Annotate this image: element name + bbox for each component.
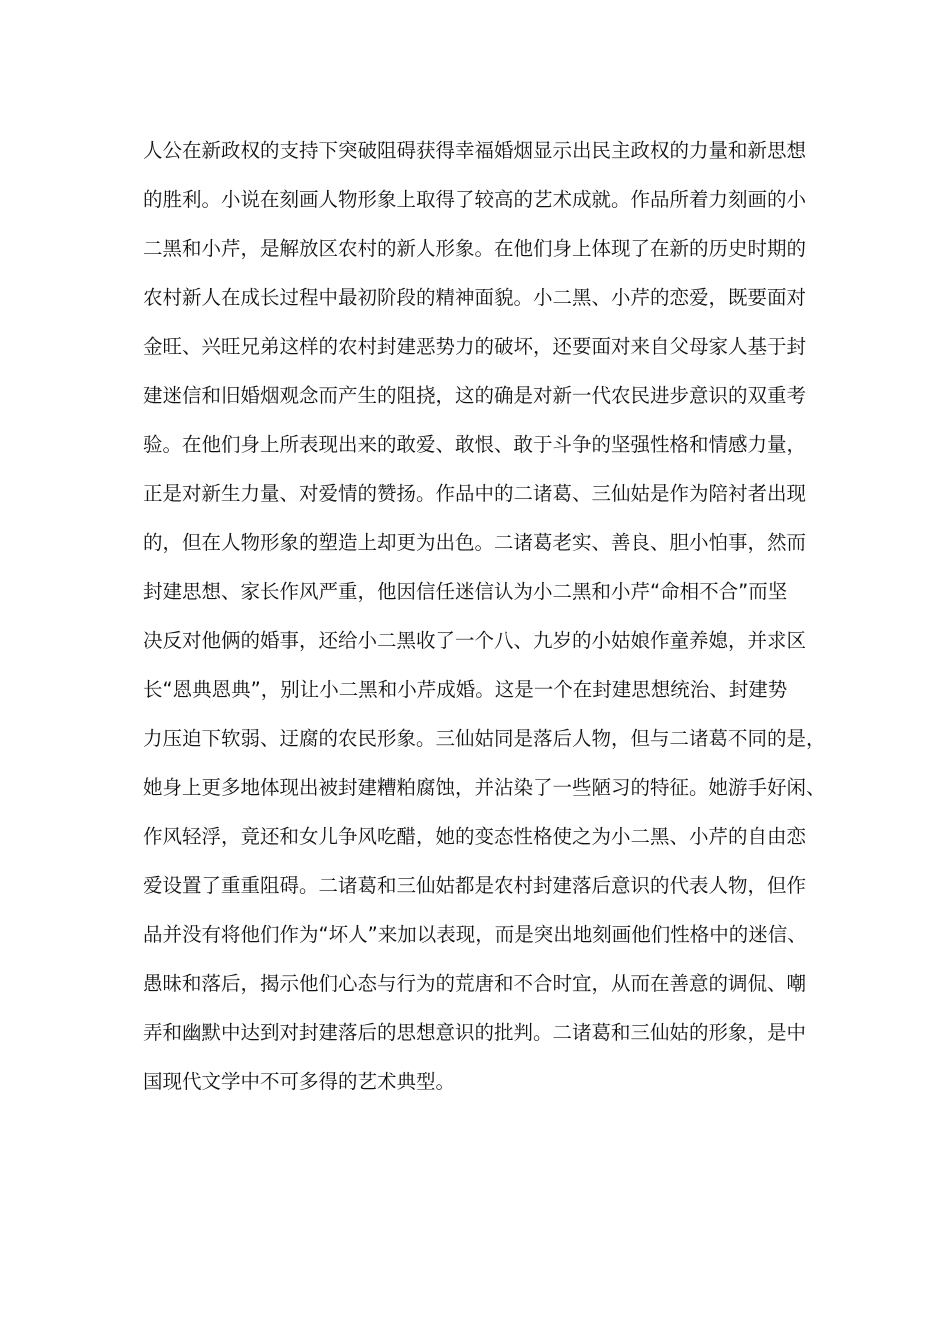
- text-line: 农村新人在成长过程中最初阶段的精神面貌。小二黑、小芹的恋爱，既要面对: [143, 286, 807, 309]
- text-line: 国现代文学中不可多得的艺术典型。: [143, 1070, 456, 1093]
- text-line: 作风轻浮，竟还和女儿争风吃醋，她的变态性格使之为小二黑、小芹的自由恋: [143, 825, 807, 848]
- text-line: 正是对新生力量、对爱情的赞扬。作品中的二诸葛、三仙姑是作为陪衬者出现: [143, 482, 807, 505]
- text-line: 长“恩典恩典”，别让小二黑和小芹成婚。这是一个在封建思想统治、封建势: [143, 678, 788, 701]
- text-line: 金旺、兴旺兄弟这样的农村封建恶势力的破坏，还要面对来自父母家人基于封: [143, 335, 807, 358]
- text-line: 弄和幽默中达到对封建落后的思想意识的批判。二诸葛和三仙姑的形象，是中: [143, 1021, 807, 1044]
- text-line: 决反对他俩的婚事，还给小二黑收了一个八、九岁的小姑娘作童养媳，并求区: [143, 629, 807, 652]
- text-line: 人公在新政权的支持下突破阻碍获得幸福婚烟显示出民主政权的力量和新思想: [143, 139, 807, 162]
- text-line: 她身上更多地体现出被封建糟粕腐蚀，并沾染了一些陋习的特征。她游手好闲、: [143, 776, 826, 799]
- text-line: 验。在他们身上所表现出来的敢爱、敢恨、敢于斗争的坚强性格和情感力量，: [143, 433, 807, 456]
- text-line: 品并没有将他们作为“坏人”来加以表现，而是突出地刻画他们性格中的迷信、: [143, 923, 807, 946]
- text-line: 力压迫下软弱、迂腐的农民形象。三仙姑同是落后人物，但与二诸葛不同的是，: [143, 727, 826, 750]
- body-paragraph: [143, 133, 826, 1113]
- text-line: 二黑和小芹，是解放区农村的新人形象。在他们身上体现了在新的历史时期的: [143, 237, 807, 260]
- text-line: 愚昧和落后，揭示他们心态与行为的荒唐和不合时宜，从而在善意的调侃、嘲: [143, 972, 807, 995]
- text-line: 的，但在人物形象的塑造上却更为出色。二诸葛老实、善良、胆小怕事，然而: [143, 531, 807, 554]
- text-line: 爱设置了重重阻碍。二诸葛和三仙姑都是农村封建落后意识的代表人物，但作: [143, 874, 807, 897]
- text-line: 的胜利。小说在刻画人物形象上取得了较高的艺术成就。作品所着力刻画的小: [143, 188, 807, 211]
- text-line: 封建思想、家长作风严重，他因信任迷信认为小二黑和小芹“命相不合”而坚: [143, 580, 788, 603]
- text-line: 建迷信和旧婚烟观念而产生的阻挠，这的确是对新一代农民进步意识的双重考: [143, 384, 807, 407]
